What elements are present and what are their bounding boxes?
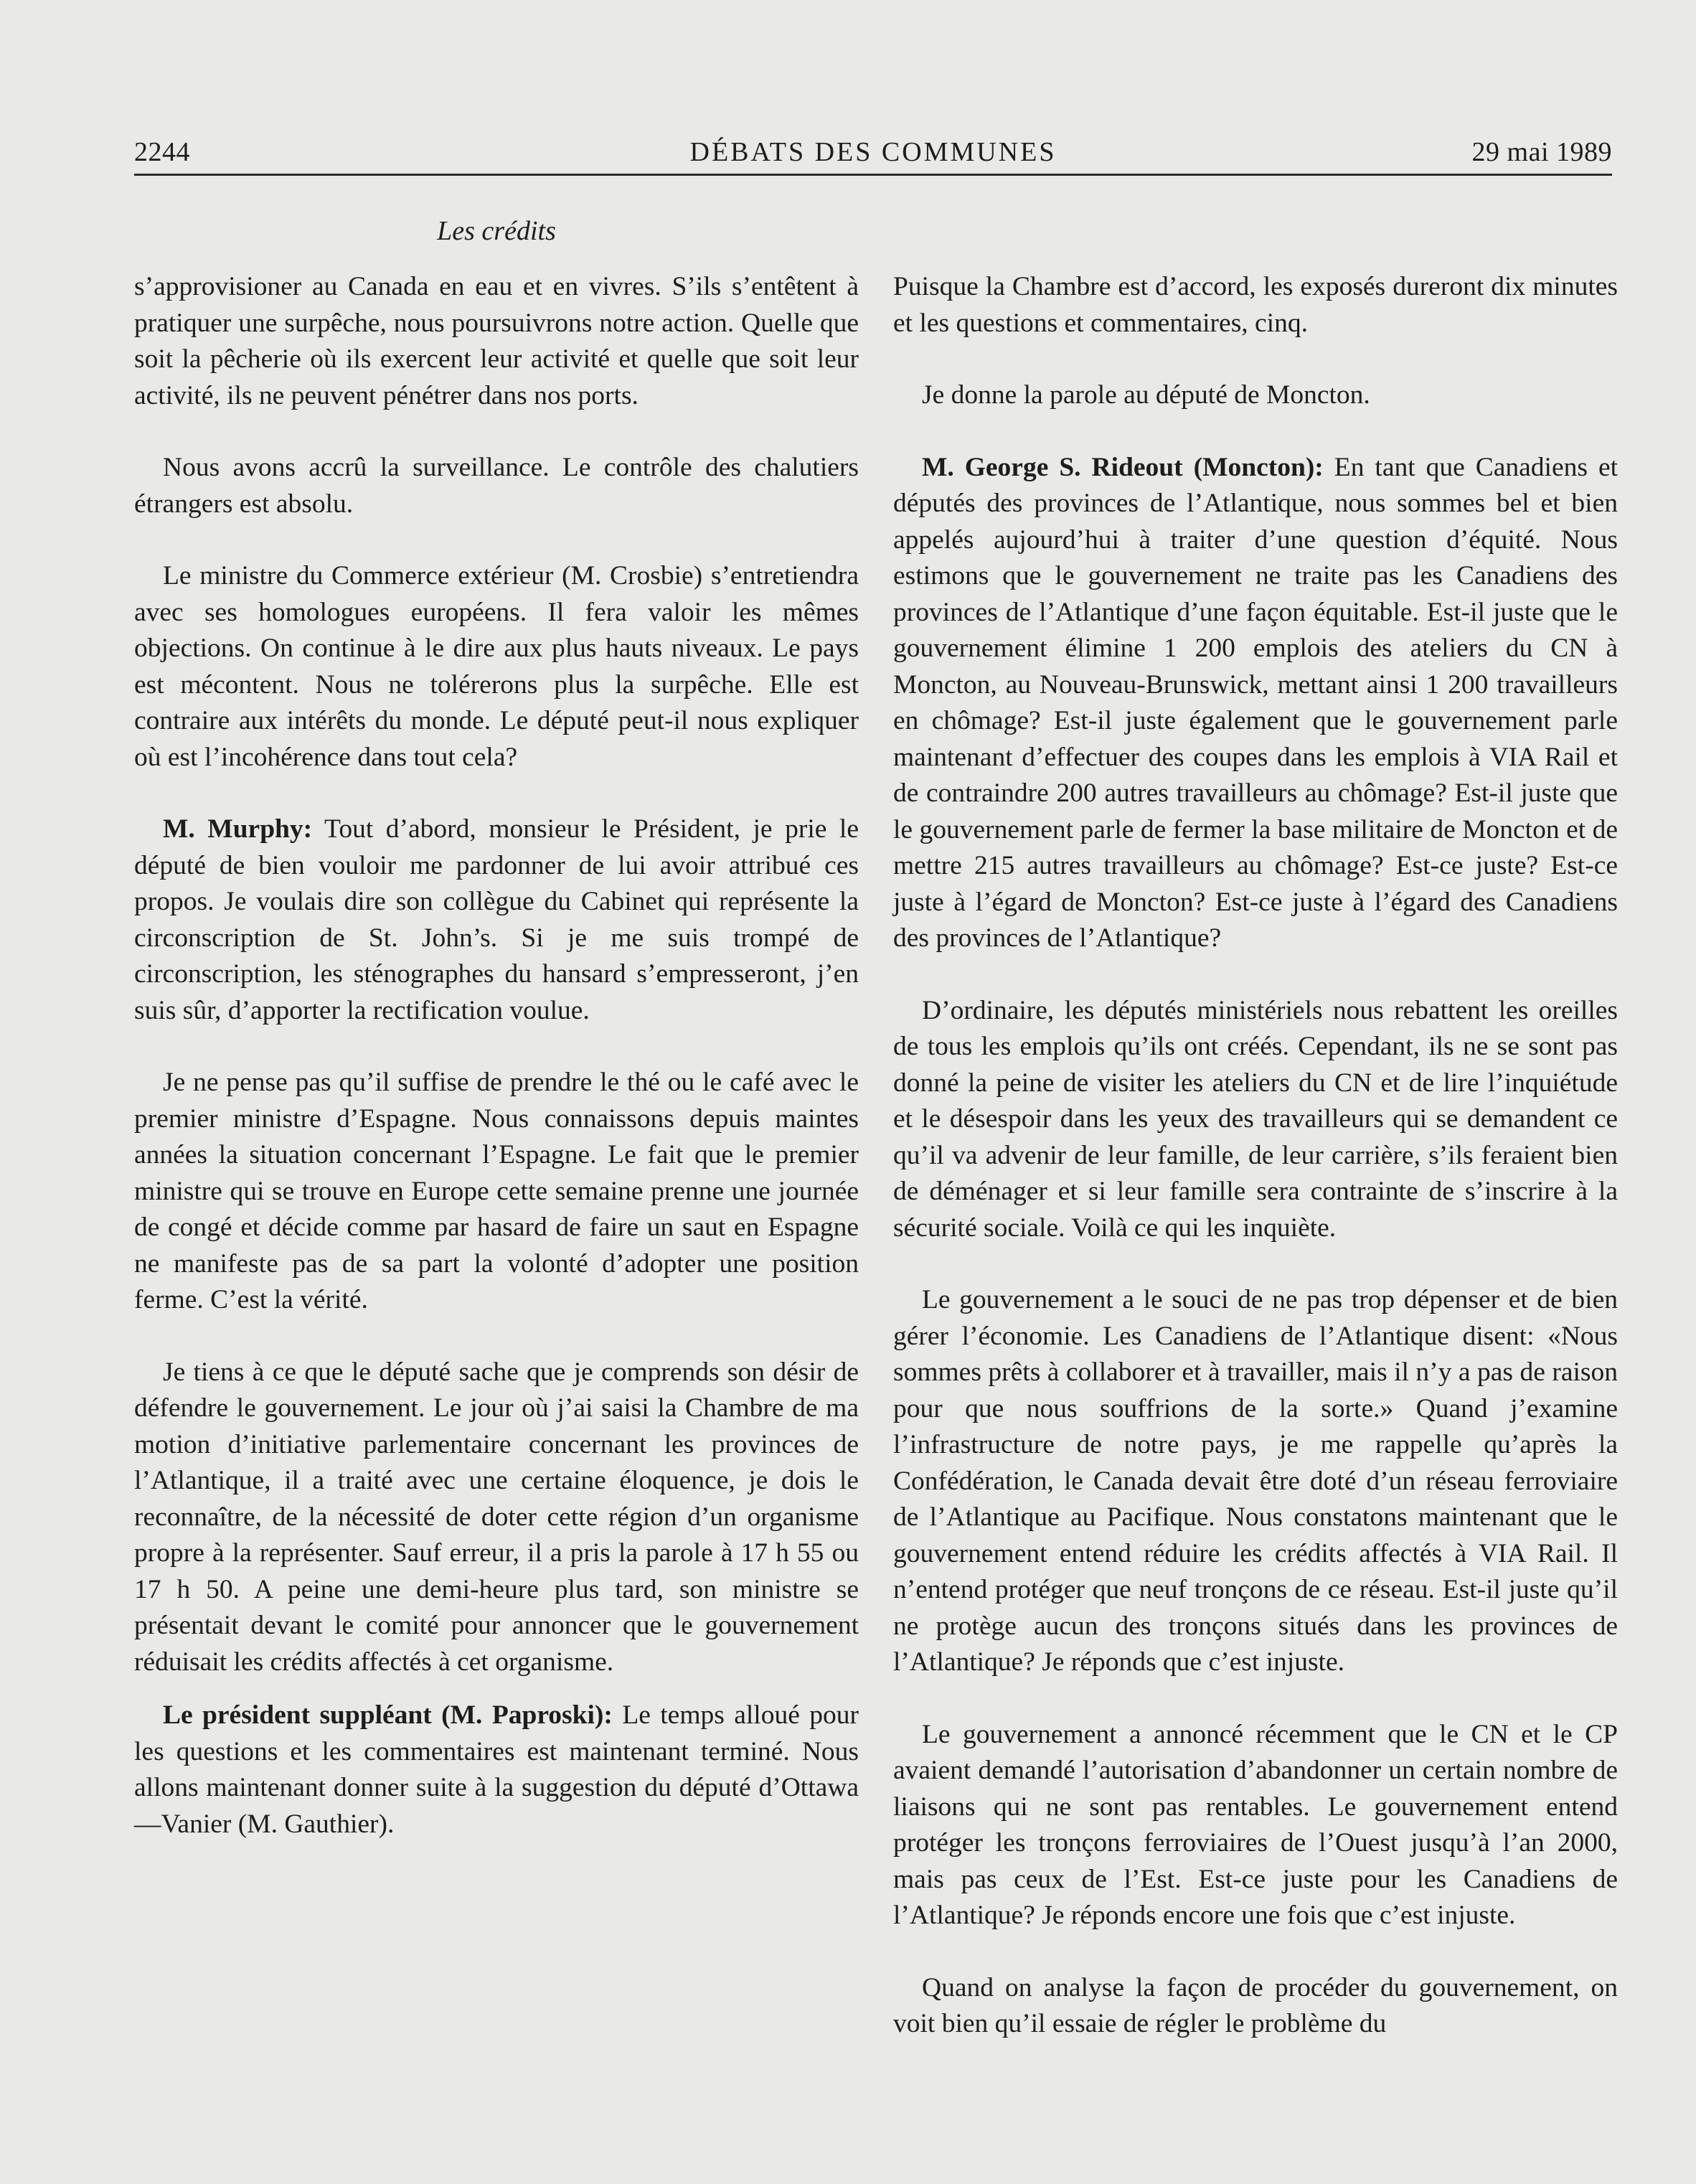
- paragraph-text: Je tiens à ce que le député sache que je comprends son désir de défendre le gouvernement. Le jour où j’ai saisi la Chambre de ma motion d’initiative parlementaire concernant les provinces de l’Atlantique, il a traité avec une certaine éloquence, je dois le reconnaître, de la nécessité de doter cette région d’un organisme propre à la représenter. Sauf erreur, il a pris la parole à 17 h 55 ou 17 h 50. A peine une demi-heure plus tard, son ministre se présentait devant le comité pour annoncer que le gouvernement réduisait les crédits affectés à cet organisme.: [134, 1357, 859, 1677]
- paragraph: [134, 558, 859, 776]
- paragraph-text: Le gouvernement a le souci de ne pas trop dépenser et de bien gérer l’économie. Les Canadiens de l’Atlantique disent: «Nous sommes prêts à collaborer et à travailler, mais il n’y a pas de raison pour que nous souffrions de la sorte.» Quand j’examine l’infrastructure de notre pays, je me rappelle qu’après la Confédération, le Canada devait être doté d’un réseau ferroviaire de l’Atlantique au Pacifique. Nous constatons maintenant que le gouvernement entend réduire les crédits affectés à VIA Rail. Il n’entend protéger que neuf tronçons de ce réseau. Est-il juste qu’il ne protège aucun des tronçons situés dans les provinces de l’Atlantique? Je réponds que c’est injuste.: [893, 1285, 1618, 1677]
- paragraph: [893, 1282, 1618, 1681]
- paragraph-text: s’approvisioner au Canada en eau et en vivres. S’ils s’entêtent à pratiquer une surpêche, nous poursuivrons notre action. Quelle que soit la pêcherie où ils exercent leur activité et quelle que soit leur activité, ils ne peuvent pénétrer dans nos ports.: [134, 272, 859, 410]
- paragraph-text: Le gouvernement a annoncé récemment que le CN et le CP avaient demandé l’autorisation d’abandonner un certain nombre de liaisons qui ne sont pas rentables. Le gouvernement entend protéger les tronçons ferroviaires de l’Ouest jusqu’à l’an 2000, mais pas ceux de l’Est. Est-ce juste pour les Canadiens de l’Atlantique? Je réponds encore une fois que c’est injuste.: [893, 1719, 1618, 1930]
- publication-title: DÉBATS DES COMMUNES: [689, 137, 1057, 167]
- paragraph: [134, 1698, 859, 1842]
- page-header: [134, 136, 1612, 176]
- paragraph-text: Nous avons accrû la surveillance. Le contrôle des chalutiers étrangers est absolu.: [134, 453, 859, 519]
- paragraph: [893, 377, 1618, 414]
- paragraph: [134, 1355, 859, 1681]
- right-column: [893, 269, 1618, 2043]
- paragraph-text: D’ordinaire, les députés ministériels nous rebattent les oreilles de tous les emplois qu’ils ont créés. Cependant, ils ne se sont pas donné la peine de visiter les ateliers du CN et de lire l’inquiétude et le désespoir dans les yeux des travailleurs qui se demandent ce qu’il va advenir de leur famille, de leur carrière, s’ils feraient bien de déménager et si leur famille sera contrainte de s’inscrire à la sécurité sociale. Voilà ce qui les inquiète.: [893, 995, 1618, 1243]
- paragraph: [893, 993, 1618, 1247]
- paragraph: [893, 450, 1618, 957]
- paragraph-text: Puisque la Chambre est d’accord, les exposés dureront dix minutes et les questions et commentaires, cinq.: [893, 272, 1618, 338]
- paragraph: [134, 1065, 859, 1319]
- page-date: 29 mai 1989: [1471, 137, 1612, 167]
- left-column: [134, 269, 859, 1842]
- paragraph-text: Le temps alloué pour les questions et les commentaires est maintenant terminé. Nous allons maintenant donner suite à la suggestion du député d’Ottawa—Vanier (M. Gauthier).: [134, 1700, 859, 1839]
- paragraph: [893, 1970, 1618, 2043]
- paragraph-text: Tout d’abord, monsieur le Président, je prie le député de bien vouloir me pardonner de lui avoir attribué ces propos. Je voulais dire son collègue du Cabinet qui représente la circonscription de St. John’s. Si je me suis trompé de circonscription, les sténographes du hansard s’empresseront, j’en suis sûr, d’apporter la rectification voulue.: [134, 814, 859, 1025]
- speaker-name: M. Murphy:: [163, 814, 313, 844]
- page-number: 2244: [134, 137, 190, 167]
- paragraph-text: Le ministre du Commerce extérieur (M. Crosbie) s’entretiendra avec ses homologues européens. Il fera valoir les mêmes objections. On continue à le dire aux plus hauts niveaux. Le pays est mécontent. Nous ne tolérerons plus la surpêche. Elle est contraire aux intérêts du monde. Le député peut-il nous expliquer où est l’incohérence dans tout cela?: [134, 561, 859, 772]
- paragraph-text: En tant que Canadiens et députés des provinces de l’Atlantique, nous sommes bel et bien appelés aujourd’hui à traiter d’une question d’équité. Nous estimons que le gouvernement ne traite pas les Canadiens des provinces de l’Atlantique d’une façon équitable. Est-il juste que le gouvernement élimine 1 200 emplois des ateliers du CN à Moncton, au Nouveau-Brunswick, mettant ainsi 1 200 travailleurs en chômage? Est-il juste également que le gouvernement parle maintenant d’effectuer des coupes dans les emplois à VIA Rail et de contraindre 200 autres travailleurs au chômage? Est-il juste que le gouvernement parle de fermer la base militaire de Moncton et de mettre 215 autres travailleurs au chômage? Est-ce juste? Est-ce juste à l’égard de Moncton? Est-ce juste à l’égard des Canadiens des provinces de l’Atlantique?: [893, 452, 1619, 953]
- paragraph: [134, 450, 859, 522]
- paragraph-text: Je donne la parole au député de Moncton.: [922, 380, 1370, 410]
- paragraph: [893, 269, 1618, 342]
- section-title: Les crédits: [437, 216, 556, 246]
- paragraph: [893, 1717, 1618, 1934]
- speaker-name: Le président suppléant (M. Paproski):: [163, 1700, 613, 1730]
- paragraph: [134, 811, 859, 1029]
- paragraph-text: Je ne pense pas qu’il suffise de prendre le thé ou le café avec le premier ministre d’Espagne. Nous connaissons depuis maintes années la situation concernant l’Espagne. Le fait que le premier ministre qui se trouve en Europe cette semaine prenne une journée de congé et décide comme par hasard de faire un saut en Espagne ne manifeste pas de sa part la volonté d’adopter une position ferme. C’est la vérité.: [134, 1068, 859, 1314]
- speaker-name: M. George S. Rideout (Moncton):: [922, 452, 1324, 482]
- paragraph-text: Quand on analyse la façon de procéder du gouvernement, on voit bien qu’il essaie de régler le problème du: [893, 1972, 1618, 2038]
- paragraph: [134, 269, 859, 414]
